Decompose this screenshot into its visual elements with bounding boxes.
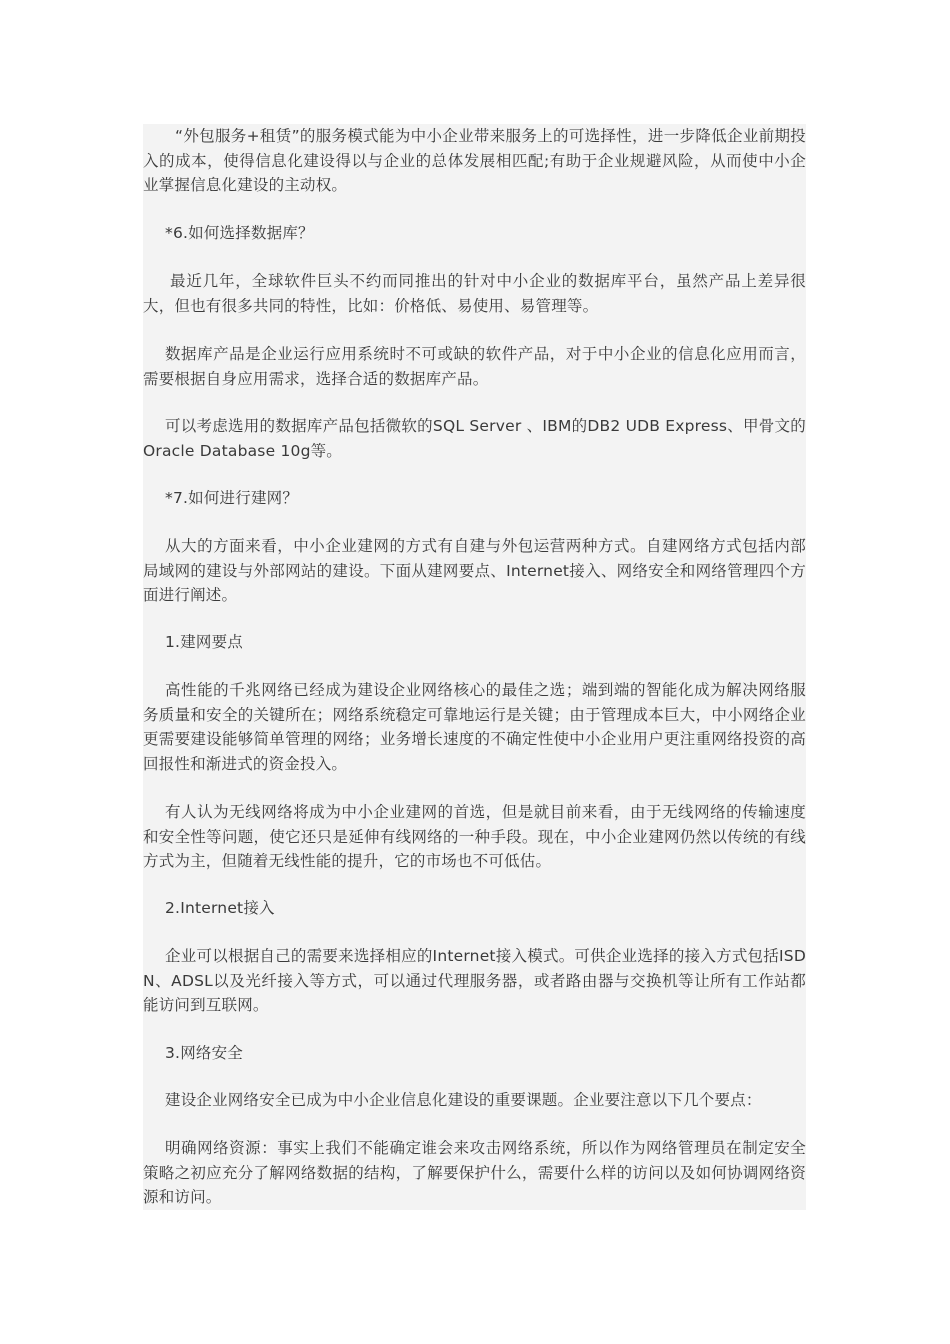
paragraph-network-resources: 明确网络资源：事实上我们不能确定谁会来攻击网络系统，所以作为网络管理员在制定安全策略之初应充分了解网络数据的结构，了解要保护什么，需要什么样的访问以及如何协调网络资源和访问。 (143, 1139, 806, 1206)
heading-choose-database: *6.如何选择数据库？ (165, 224, 314, 242)
paragraph-network-methods: 从大的方面来看，中小企业建网的方式有自建与外包运营两种方式。自建网络方式包括内部局域网的建设与外部网站的建设。下面从建网要点、Internet接入、网络安全和网络管理四个方面进行阐述。 (143, 537, 806, 604)
paragraph-wireless-network: 有人认为无线网络将成为中小企业建网的首选，但是就目前来看，由于无线网络的传输速度和安全性等问题，使它还只是延伸有线网络的一种手段。现在，中小企业建网仍然以传统的有线方式为主，但随着无线性能的提升，它的市场也不可低估。 (143, 803, 806, 870)
heading-network-essentials: 1.建网要点 (165, 633, 243, 651)
paragraph-database-products: 数据库产品是企业运行应用系统时不可或缺的软件产品，对于中小企业的信息化应用而言，需要根据自身应用需求，选择合适的数据库产品。 (143, 345, 806, 388)
paragraph-access-modes: 企业可以根据自己的需要来选择相应的Internet接入模式。可供企业选择的接入方式包括ISDN、ADSL以及光纤接入等方式，可以通过代理服务器，或者路由器与交换机等让所有工作站都能访问到互联网。 (143, 947, 806, 1014)
article-body (143, 124, 806, 1210)
heading-internet-access: 2.Internet接入 (165, 899, 275, 917)
heading-network-security: 3.网络安全 (165, 1044, 243, 1062)
paragraph-gigabit-network: 高性能的千兆网络已经成为建设企业网络核心的最佳之选；端到端的智能化成为解决网络服务质量和安全的关键所在；网络系统稳定可靠地运行是关键；由于管理成本巨大，中小网络企业更需要建设能够简单管理的网络；业务增长速度的不确定性使中小企业用户更注重网络投资的高回报性和渐进式的资金投入。 (143, 681, 806, 773)
paragraph-database-platforms: 最近几年，全球软件巨头不约而同推出的针对中小企业的数据库平台，虽然产品上差异很大，但也有很多共同的特性，比如：价格低、易使用、易管理等。 (143, 272, 806, 315)
heading-build-network: *7.如何进行建网？ (165, 489, 299, 507)
paragraph-security-topic: 建设企业网络安全已成为中小企业信息化建设的重要课题。企业要注意以下几个要点： (165, 1091, 762, 1109)
paragraph-database-options: 可以考虑选用的数据库产品包括微软的SQL Server 、IBM的DB2 UDB Express、甲骨文的Oracle Database 10g等。 (143, 417, 806, 460)
paragraph-outsourcing: “外包服务+租赁”的服务模式能为中小企业带来服务上的可选择性，进一步降低企业前期投入的成本，使得信息化建设得以与企业的总体发展相匹配;有助于企业规避风险，从而使中小企业掌握信息化建设的主动权。 (143, 127, 806, 194)
